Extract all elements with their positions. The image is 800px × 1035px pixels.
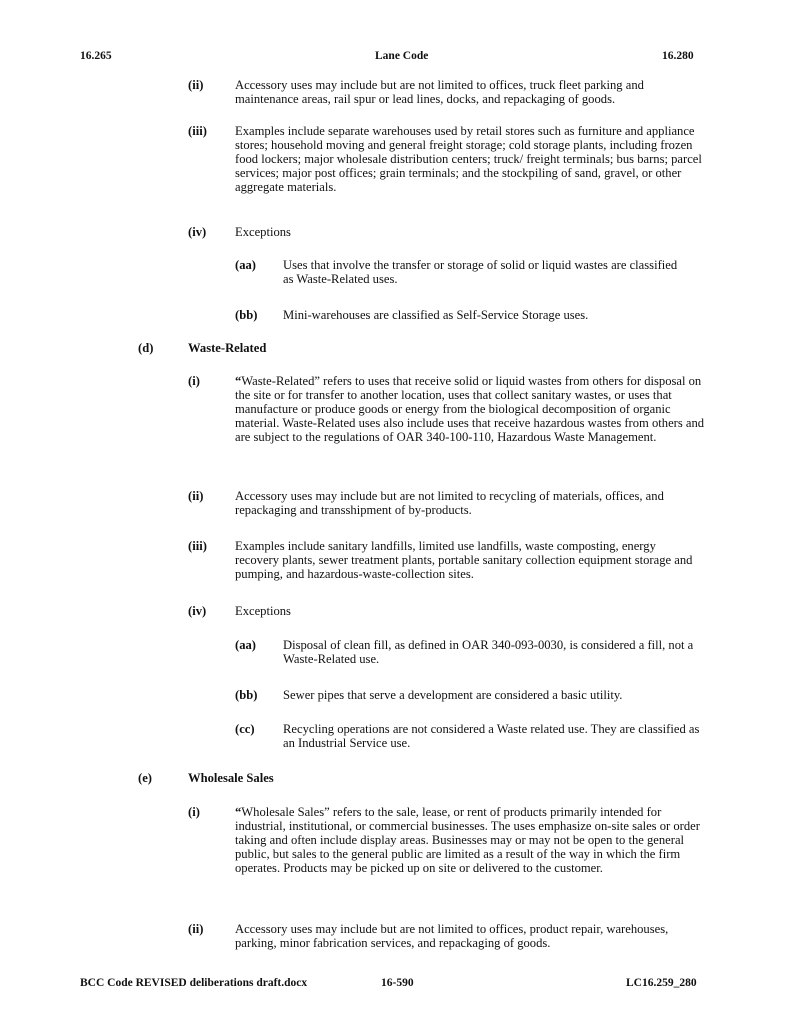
d-iv-label: (iv) [188, 604, 207, 618]
d-iv-aa-text: Disposal of clean fill, as defined in OAR 340-093-0030, is considered a fill, not a Waste-Related use. [283, 638, 694, 666]
d-iv-text: Exceptions [235, 604, 291, 618]
d-i-quote-mark: “ [235, 374, 242, 388]
e-ii-label: (ii) [188, 922, 204, 936]
e-ii-text: Accessory uses may include but are not limited to offices, product repair, warehouses, parking, minor fabrication services, and repackaging of goods. [235, 922, 669, 950]
e-i-body: Wholesale Sales” refers to the sale, lease, or rent of products primarily intended for industrial, institutional, or commercial businesses. The uses emphasize on-site sales or order taking and often include display areas. Businesses may or may not be open to the general public, but sales to the general public are limited as a result of the way in which the firm operates. Products may be picked up on site or delivered to the customer. [235, 805, 700, 875]
c-iv-bb-text: Mini-warehouses are classified as Self-Service Storage uses. [283, 308, 589, 322]
header-section-end: 16.280 [662, 50, 694, 62]
c-iv-label: (iv) [188, 225, 207, 239]
d-i-text [235, 374, 710, 444]
d-iv-aa-label: (aa) [235, 638, 256, 652]
header-title: Lane Code [375, 50, 429, 62]
e-label: (e) [138, 771, 152, 785]
d-iv-cc-text: Recycling operations are not considered a Waste related use. They are classified as an Industrial Service use. [283, 722, 700, 750]
c-ii-text: Accessory uses may include but are not limited to offices, truck fleet parking and maintenance areas, rail spur or lead lines, docks, and repackaging of goods. [235, 78, 644, 106]
d-i-body: Waste-Related” refers to uses that receive solid or liquid wastes from others for disposal on the site or for transfer to another location, uses that collect sanitary wastes, or uses that manufacture or produce goods or energy from the biological decomposition of organic material. Waste-Related uses also include uses that receive hazardous wastes from others and are subject to the regulations of OAR 340-100-110, Hazardous Waste Management. [235, 374, 705, 444]
e-i-text [235, 805, 710, 875]
d-iii-label: (iii) [188, 539, 207, 553]
c-iv-bb-label: (bb) [235, 308, 258, 322]
c-iv-text: Exceptions [235, 225, 291, 239]
c-iii-text: Examples include separate warehouses used by retail stores such as furniture and appliance stores; household moving and general freight storage; cold storage plants, including frozen food lockers; major wholesale distribution centers; truck/ freight terminals; bus barns; parcel services; major post offices; grain terminals; and the stockpiling of sand, gravel, or other aggregate materials. [235, 124, 702, 194]
c-iii-label: (iii) [188, 124, 207, 138]
d-i-label: (i) [188, 374, 200, 388]
d-iii-text: Examples include sanitary landfills, limited use landfills, waste composting, energy recovery plants, sewer treatment plants, portable sanitary collection equipment storage and pumping, and hazardous-waste-collection sites. [235, 539, 693, 581]
c-iv-aa-text: Uses that involve the transfer or storage of solid or liquid wastes are classified as Waste-Related uses. [283, 258, 678, 286]
c-iv-aa-label: (aa) [235, 258, 256, 272]
d-title: Waste-Related [188, 341, 267, 355]
d-iv-cc-label: (cc) [235, 722, 255, 736]
e-i-quote-mark: “ [235, 805, 242, 819]
footer-filename: BCC Code REVISED deliberations draft.docx [80, 977, 308, 989]
e-i-label: (i) [188, 805, 200, 819]
d-ii-text: Accessory uses may include but are not limited to recycling of materials, offices, and repackaging and transshipment of by-products. [235, 489, 664, 517]
d-label: (d) [138, 341, 154, 355]
footer-doc-code: LC16.259_280 [626, 977, 697, 989]
d-iv-bb-text: Sewer pipes that serve a development are considered a basic utility. [283, 688, 623, 702]
d-ii-label: (ii) [188, 489, 204, 503]
c-ii-label: (ii) [188, 78, 204, 92]
header-section-start: 16.265 [80, 50, 112, 62]
d-iv-bb-label: (bb) [235, 688, 258, 702]
footer-page-number: 16-590 [381, 977, 414, 989]
e-title: Wholesale Sales [188, 771, 274, 785]
